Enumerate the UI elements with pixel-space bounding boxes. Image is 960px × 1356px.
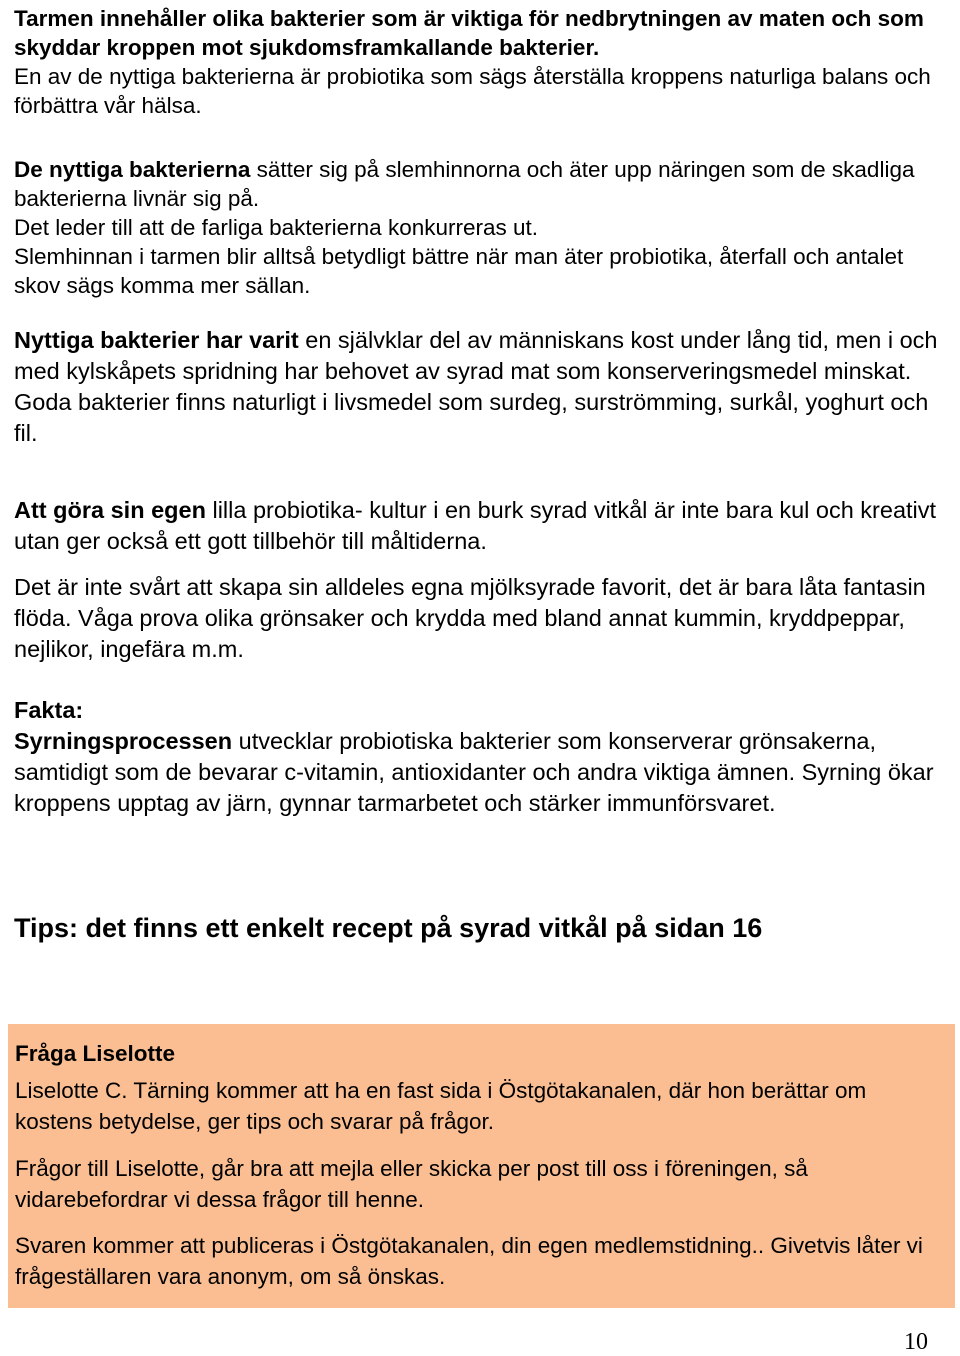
historia-paragraph: [14, 325, 949, 387]
fakta-paragraph: [14, 726, 949, 819]
nyttiga-paragraph: [14, 155, 949, 213]
nyttiga-text3: Slemhinnan i tarmen blir alltså betydligt bättre när man äter probiotika, återfall och antalet skov sägs komma mer sällan.: [14, 244, 904, 298]
page-number: 10: [904, 1329, 928, 1355]
favorit-text: Det är inte svårt att skapa sin alldeles egna mjölksyrade favorit, det är bara låta fantasin flöda. Våga prova olika grönsaker och krydda med bland annat kummin, kryddpeppar, nejlikor, ingefära m.m.: [14, 574, 926, 662]
fraga-liselotte-box: [8, 1024, 955, 1308]
section-favorit: [14, 572, 949, 665]
box-paragraph-1: Liselotte C. Tärning kommer att ha en fast sida i Östgötakanalen, där hon berättar om kostens betydelse, ger tips och svarar på frågor.: [15, 1078, 867, 1134]
tips-heading: Tips: det finns ett enkelt recept på syrad vitkål på sidan 16: [14, 913, 763, 943]
fakta-heading: Fakta:: [14, 697, 84, 723]
box-paragraph-2: Frågor till Liselotte, går bra att mejla eller skicka per post till oss i föreningen, så vidarebefordrar vi dessa frågor till henne.: [15, 1156, 808, 1212]
box-heading: Fråga Liselotte: [15, 1041, 176, 1066]
historia-lead: Nyttiga bakterier har varit: [14, 327, 299, 353]
fakta-lead: Syrningsprocessen: [14, 728, 233, 754]
intro-bold: Tarmen innehåller olika bakterier som är viktiga för nedbrytningen av maten och som skyddar kroppen mot sjukdomsframkallande bakterier.: [14, 6, 924, 60]
fakta-text: utvecklar probiotiska bakterier som konserverar grönsakerna, samtidigt som de bevarar c-vitamin, antioxidanter och andra viktiga ämnen. Syrning ökar kroppens upptag av järn, gynnar tarmarbetet och stärker immunförsvaret.: [14, 728, 934, 816]
historia-text2: Goda bakterier finns naturligt i livsmedel som surdeg, surströmming, surkål, yoghurt och fil.: [14, 389, 929, 446]
intro-text: En av de nyttiga bakterierna är probiotika som sägs återställa kroppens naturliga balans och förbättra vår hälsa.: [14, 64, 931, 118]
nyttiga-text1: sätter sig på slemhinnorna och äter upp näringen som de skadliga bakterierna livnär sig på.: [14, 157, 915, 211]
nyttiga-lead: De nyttiga bakterierna: [14, 157, 251, 182]
section-intro: [14, 4, 949, 120]
historia-text1: en självklar del av människans kost under lång tid, men i och med kylskåpets spridning har behovet av syrad mat som konserveringsmedel minskat.: [14, 327, 938, 384]
nyttiga-text2: Det leder till att de farliga bakterierna konkurreras ut.: [14, 215, 539, 240]
section-fakta: [14, 695, 949, 819]
egen-text: lilla probiotika- kultur i en burk syrad vitkål är inte bara kul och kreativt utan ger också ett gott tillbehör till måltiderna.: [14, 497, 937, 554]
egen-lead: Att göra sin egen: [14, 497, 206, 523]
section-historia: [14, 325, 949, 449]
section-egen-kultur: [14, 495, 949, 557]
section-nyttiga-bakterier: [14, 155, 949, 300]
box-paragraph-3: Svaren kommer att publiceras i Östgötakanalen, din egen medlemstidning.. Givetvis låter vi frågeställaren vara anonym, om så önskas.: [15, 1233, 923, 1289]
